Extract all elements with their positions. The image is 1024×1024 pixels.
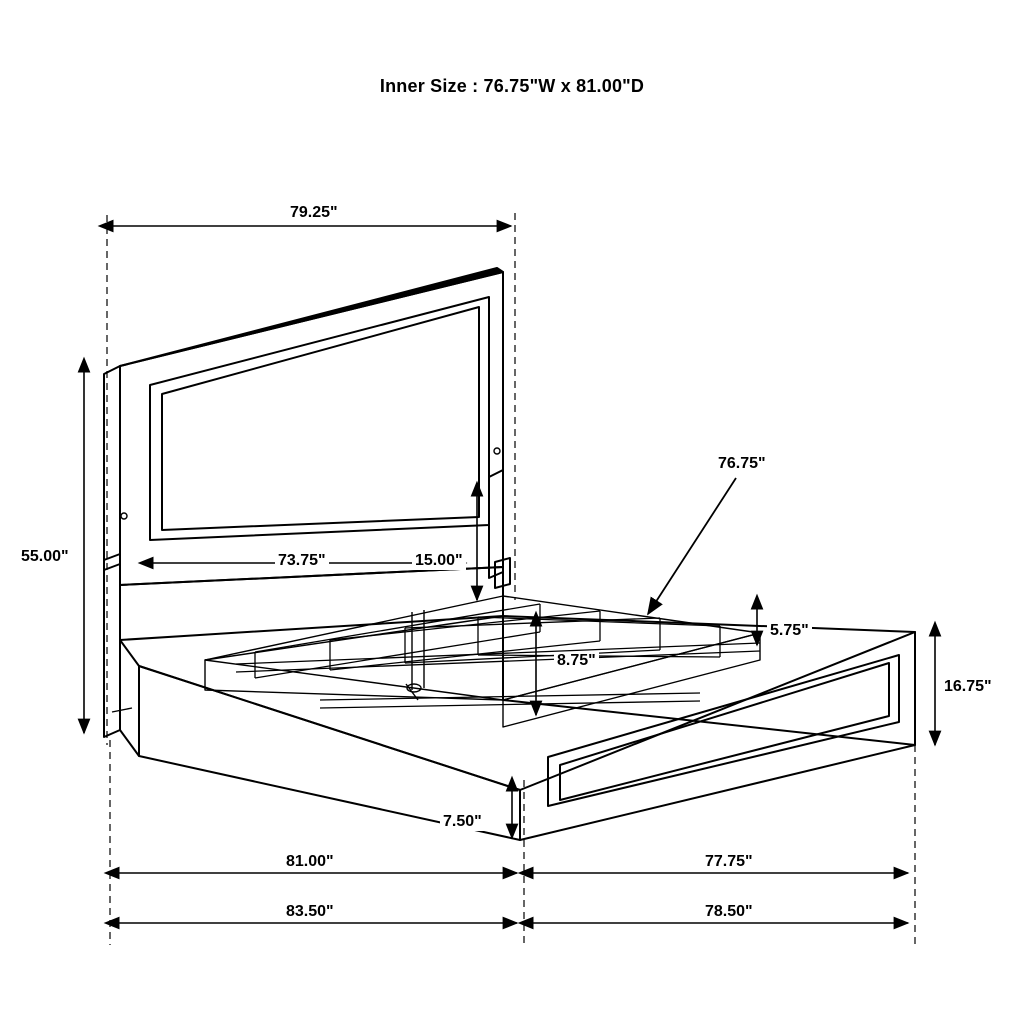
dim-label-headboard-width: 79.25" — [287, 204, 341, 222]
dim-label-inner-width-callout: 76.75" — [715, 455, 769, 473]
dim-label-overall-height: 55.00" — [18, 548, 72, 566]
dim-label-footboard-width: 77.75" — [702, 853, 756, 871]
dim-label-slat-height: 5.75" — [767, 622, 812, 640]
page-title: Inner Size : 76.75"W x 81.00"D — [379, 76, 645, 96]
dim-label-deck-height: 8.75" — [554, 652, 599, 670]
dim-label-headboard-inner-width: 73.75" — [275, 552, 329, 570]
dim-label-footboard-width-outer: 78.50" — [702, 903, 756, 921]
dim-label-overall-depth: 81.00" — [283, 853, 337, 871]
dim-label-deck-to-rail-height: 15.00" — [412, 552, 466, 570]
bed-outline — [104, 268, 915, 840]
leader-inner-width — [648, 478, 736, 614]
dim-label-overall-depth-outer: 83.50" — [283, 903, 337, 921]
dim-label-clearance-height: 7.50" — [440, 813, 485, 831]
dim-label-footboard-height: 16.75" — [941, 678, 995, 696]
